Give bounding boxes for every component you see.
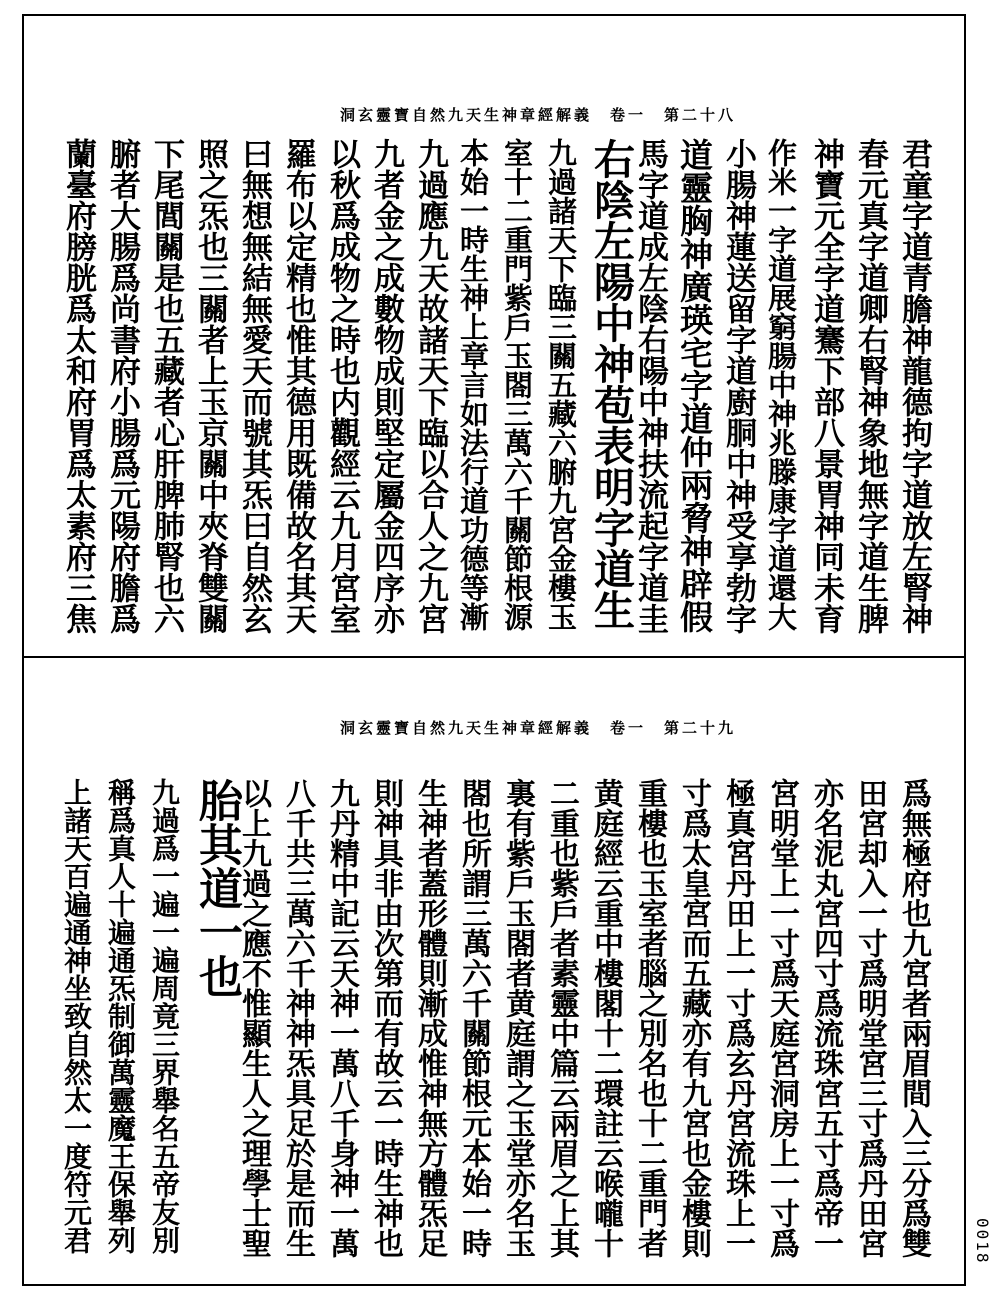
top-text-column: 君童字道青膽神龍德拘字道放左腎神	[896, 138, 932, 634]
top-text-column: 馬字道成左陰右陽中神扶流起字道圭	[632, 138, 668, 634]
bottom-text-column: 裏有紫戶玉閤者黄庭謂之玉堂亦名玉	[500, 778, 535, 1258]
top-text-column: 右陰左陽中神苞表明字道生	[587, 138, 635, 630]
bottom-text-column: 閤也所謂三萬六千關節根元本始一時	[456, 778, 491, 1258]
top-page-header: 洞玄靈寶自然九天生神章經解義 卷一 第二十八	[340, 106, 737, 124]
bottom-text-column: 以上九過之應不惟顯生人之理學士聖	[236, 778, 271, 1258]
top-text-column: 腑者大腸爲尚書府小腸爲元陽府膽爲	[104, 138, 140, 634]
top-text-column: 九過應九天故諸天下臨以合人之九宮	[412, 138, 448, 634]
bottom-text-column: 九丹精中記云天神一萬八千身神一萬	[324, 778, 359, 1258]
page-divider	[22, 656, 966, 658]
top-text-column: 照之炁也三關者上玉京關中夾脊雙關	[192, 138, 228, 634]
bottom-text-column: 上諸天百遍通神坐致自然太一度符元君	[60, 778, 93, 1254]
bottom-text-column: 亦名泥丸宮四寸爲流珠宮五寸爲帝一	[808, 778, 843, 1258]
top-text-column: 神寶元全字道騫下部八景胃神同未育	[808, 138, 844, 634]
page-code: 0018	[973, 1218, 992, 1265]
top-text-column: 以秋爲成物之時也内觀經云九月宮室	[324, 138, 360, 634]
top-text-column: 室十二重門紫戶玉閤三萬六千關節根源	[500, 138, 534, 631]
bottom-text-column: 寸爲太皇宮而五藏亦有九宮也金樓則	[676, 778, 711, 1258]
bottom-text-column: 極真宮丹田上一寸爲玄丹宮流珠上一	[720, 778, 755, 1258]
bottom-text-column: 九過爲一遍一遍周竟三界舉名五帝友別	[148, 778, 181, 1254]
top-text-column: 蘭臺府膀胱爲太和府胃爲太素府三焦	[60, 138, 96, 634]
top-text-column: 本始一時生神上章言如法行道功德等漸	[456, 138, 490, 631]
bottom-text-column: 重樓也玉室者腦之別名也十二重門者	[632, 778, 667, 1258]
top-text-column: 下尾閭關是也五藏者心肝脾肺腎也六	[148, 138, 184, 634]
top-text-column: 九者金之成數物成則堅定屬金四序亦	[368, 138, 404, 634]
top-text-column: 小腸神蓮送留字道廚胴中神受享勃字	[720, 138, 756, 634]
bottom-text-column: 則神具非由次第而有故云一時生神也	[368, 778, 403, 1258]
bottom-text-column: 宮明堂上一寸爲天庭宮洞房上一寸爲	[764, 778, 799, 1258]
bottom-text-column: 生神者蓋形體則漸成惟神無方體炁足	[412, 778, 447, 1258]
bottom-text-column: 二重也紫戶者素靈中篇云兩眉之上其	[544, 778, 579, 1258]
bottom-text-column: 黄庭經云重中樓閣十二環註云喉嚨十	[588, 778, 623, 1258]
bottom-text-column: 稱爲真人十遍通炁制御萬靈魔王保舉列	[104, 778, 137, 1254]
bottom-text-column: 胎其道一也	[191, 778, 242, 998]
top-text-column: 春元真字道卿右腎神象地無字道生脾	[852, 138, 888, 634]
top-text-column: 曰無想無結無愛天而號其炁曰自然玄	[236, 138, 272, 634]
bottom-page-header: 洞玄靈寶自然九天生神章經解義 卷一 第二十九	[340, 719, 737, 737]
bottom-text-column: 爲無極府也九宮者兩眉間入三分爲雙	[896, 778, 931, 1258]
top-text-column: 道靈胸神廣瑛宅字道仲兩脅神辟假	[675, 138, 714, 633]
bottom-text-column: 田宮却入一寸爲明堂宮三寸爲丹田宮	[852, 778, 887, 1258]
bottom-text-column: 八千共三萬六千神神炁具足於是而生	[280, 778, 315, 1258]
top-text-column: 九過諸天下臨三關五藏六腑九宮金樓玉	[544, 138, 578, 631]
top-text-column: 作米一字道展窮腸中神兆滕康字道還大	[764, 138, 798, 631]
top-text-column: 羅布以定精也惟其德用既備故名其天	[280, 138, 316, 634]
